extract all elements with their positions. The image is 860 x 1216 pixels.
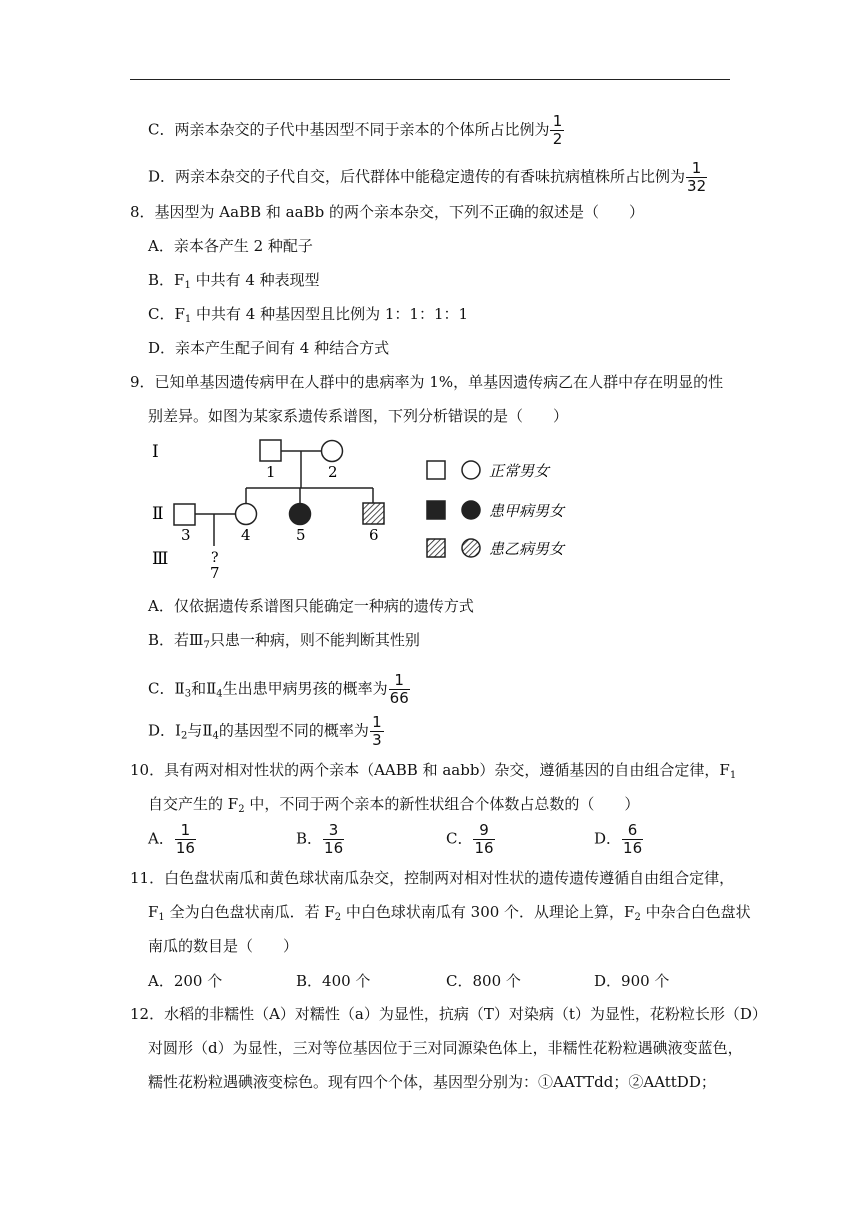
individual-5-female-disease-a [290, 504, 311, 525]
individual-7-unknown: ? [211, 550, 219, 566]
legend-normal-male-icon [427, 461, 445, 479]
q9-stem-line1: 9．已知单基因遗传病甲在人群中的患病率为 1%，单基因遗传病乙在人群中存在明显的性 [130, 373, 724, 391]
q7-option-c: C．两亲本杂交的子代中基因型不同于亲本的个体所占比例为 $\frac{1}{2}$ [148, 113, 565, 148]
legend-disease-b-female-icon [462, 539, 480, 557]
q10-option-d: D． $\frac{6}{16}$ [594, 821, 643, 857]
legend-disease-b-label: 患乙病男女 [489, 540, 565, 558]
svg-text:4: 4 [241, 526, 251, 544]
generation-label-3: Ⅲ [152, 549, 169, 569]
q11-stem-line3: 南瓜的数目是（ ） [148, 937, 299, 955]
q12-line2: 对圆形（d）为显性，三对等位基因位于三对同源染色体上，非糯性花粉粒遇碘液变蓝色， [148, 1039, 743, 1057]
fraction: $\frac{1}{32}$ [687, 159, 707, 195]
q9-option-c: C．$Ⅱ_3$和$Ⅱ_4$生出患甲病男孩的概率为 $\frac{1}{66}$ [148, 671, 409, 707]
individual-2-female-normal [322, 441, 343, 462]
header-rule [130, 79, 730, 80]
fraction: $\frac{1}{2}$ [550, 113, 564, 148]
q11-option-b: B．400 个 [296, 972, 371, 990]
q8-option-b: B．$F_1$ 中共有 4 种表现型 [148, 271, 320, 291]
svg-text:1: 1 [266, 463, 276, 481]
q11-option-a: A．200 个 [148, 972, 223, 990]
q8-option-c: C．$F_1$ 中共有 4 种基因型且比例为 1：1：1：1 [148, 305, 469, 325]
q10-option-c: C． $\frac{9}{16}$ [446, 821, 494, 857]
q12-line1: 12．水稻的非糯性（A）对糯性（a）为显性，抗病（T）对染病（t）为显性，花粉粒长形（D） [130, 1005, 767, 1023]
fraction: $\frac{1}{3}$ [370, 714, 384, 749]
q11-option-c: C．800 个 [446, 972, 521, 990]
legend-disease-a-male-icon [427, 501, 445, 519]
legend-normal-label: 正常男女 [489, 462, 550, 480]
q8-option-a: A．亲本各产生 2 种配子 [148, 237, 313, 255]
q9-option-a: A．仅依据遗传系谱图只能确定一种病的遗传方式 [148, 597, 474, 615]
generation-label-2: Ⅱ [152, 504, 164, 524]
q12-line3: 糯性花粉粒遇碘液变棕色。现有四个个体，基因型分别为：①AATTdd；②AAttDD； [148, 1073, 716, 1091]
legend-disease-b-male-icon [427, 539, 445, 557]
legend-normal-female-icon [462, 461, 480, 479]
generation-label-1: Ⅰ [152, 442, 159, 462]
q9-option-b: B．若$Ⅲ_7$只患一种病，则不能判断其性别 [148, 631, 420, 651]
svg-text:6: 6 [369, 526, 379, 544]
q11-stem-line2: $F_1$ 全为白色盘状南瓜．若 $F_2$ 中白色球状南瓜有 300 个．从理论上算，$F_2$ 中杂合白色盘状 [148, 903, 751, 923]
pedigree-chart [140, 432, 600, 587]
q8-option-d: D．亲本产生配子间有 4 种结合方式 [148, 339, 390, 357]
q9-option-d: D．$Ⅰ_2$与$Ⅱ_4$的基因型不同的概率为 $\frac{1}{3}$ [148, 714, 385, 749]
q8-stem: 8．基因型为 AaBB 和 aaBb 的两个亲本杂交，下列不正确的叙述是（ ） [130, 203, 644, 221]
q9-stem-line2: 别差异。如图为某家系遗传系谱图，下列分析错误的是（ ） [148, 407, 569, 425]
svg-text:5: 5 [296, 526, 306, 544]
individual-4-female-normal [236, 504, 257, 525]
q11-option-d: D．900 个 [594, 972, 670, 990]
q10-option-a: A． $\frac{1}{16}$ [148, 821, 195, 857]
individual-3-male-normal [174, 504, 195, 525]
q7-option-d: D．两亲本杂交的子代自交，后代群体中能稳定遗传的有香味抗病植株所占比例为 $\frac{1}{32}$ [148, 159, 707, 195]
q10-stem-line2: 自交产生的 $F_2$ 中，不同于两个亲本的新性状组合个体数占总数的（ ） [148, 795, 640, 815]
q11-stem-line1: 11．白色盘状南瓜和黄色球状南瓜杂交，控制两对相对性状的遗传遗传遵循自由组合定律， [130, 869, 735, 887]
q10-stem-line1: 10．具有两对相对性状的两个亲本（AABB 和 aabb）杂交，遵循基因的自由组合定律，$F_1$ [130, 761, 737, 781]
individual-6-male-disease-b [363, 503, 384, 524]
svg-text:3: 3 [181, 526, 191, 544]
svg-text:7: 7 [210, 564, 220, 582]
legend-disease-a-label: 患甲病男女 [489, 502, 565, 520]
svg-text:2: 2 [328, 463, 338, 481]
legend-disease-a-female-icon [462, 501, 480, 519]
q10-option-b: B． $\frac{3}{16}$ [296, 821, 344, 857]
fraction: $\frac{1}{66}$ [389, 671, 409, 707]
individual-1-male-normal [260, 440, 281, 461]
